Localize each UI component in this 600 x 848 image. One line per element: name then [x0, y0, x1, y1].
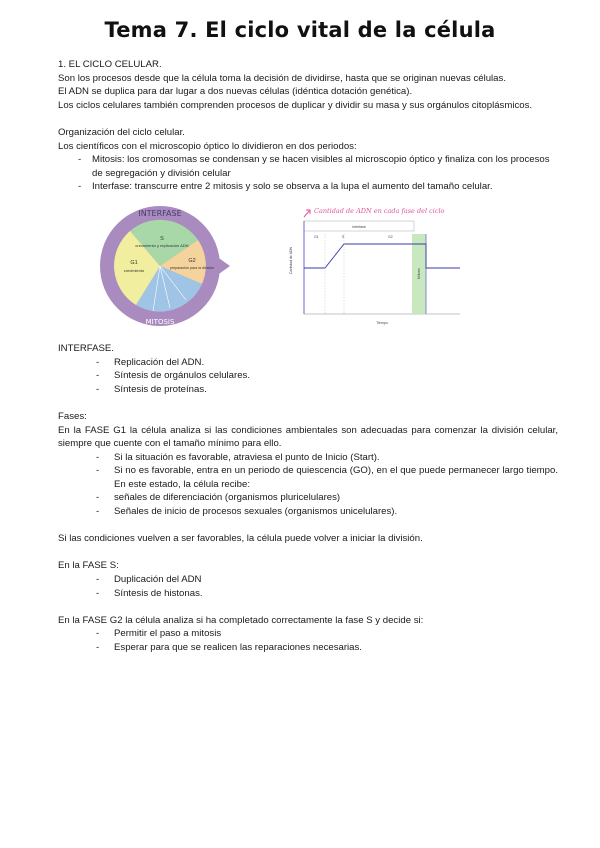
g2-phase-desc: preparación para la división	[170, 265, 214, 270]
graph-annotation: Cantidad de ADN en cada fase del ciclo	[314, 206, 445, 215]
phase-g1-label: G1	[314, 234, 319, 239]
paragraph: En la FASE S:	[58, 560, 119, 572]
paragraph: En la FASE G2 la célula analiza si ha completado correctamente la fase S y decide si:	[58, 614, 424, 626]
list-item: - Si no es favorable, entra en un periodo de quiescencia (GO), en el que puede permanecer largo tiempo. En este estado, la célula recibe:	[58, 464, 558, 491]
list-item: - Interfase: transcurre entre 2 mitosis y solo se observa a la lupa el aumento del tamaño celular.	[58, 180, 558, 194]
paragraph: Son los procesos desde que la célula toma la decisión de dividirse, hasta que se originan nuevas células.	[58, 72, 506, 84]
graph-x-label: Tiempo	[376, 320, 388, 325]
graph-y-label: Cantidad de ADN	[289, 246, 293, 274]
list-item: - Síntesis de histonas.	[58, 587, 558, 601]
period-list	[58, 153, 558, 194]
list-item: - Síntesis de proteínas.	[58, 383, 558, 397]
mitosis-band-label: Mitosis	[417, 268, 421, 279]
g1-list	[58, 451, 558, 519]
s-phase-label: S	[160, 235, 164, 242]
subsection-heading: Organización del ciclo celular.	[58, 126, 185, 138]
list-item: - Permitir el paso a mitosis	[58, 627, 558, 641]
list-item: - Mitosis: los cromosomas se condensan y se hacen visibles al microscopio óptico y finaliza con los procesos de segregación y división celular	[58, 153, 558, 180]
paragraph: El ADN se duplica para dar lugar a dos nuevas células (idéntica dotación genética).	[58, 86, 413, 98]
g1-phase-label: G1	[130, 259, 138, 266]
phase-header-label: Interfase	[352, 224, 366, 229]
paragraph: Si las condiciones vuelven a ser favorables, la célula puede volver a iniciar la división.	[58, 533, 423, 545]
s-list	[58, 573, 558, 600]
paragraph: En la FASE G1 la célula analiza si las condiciones ambientales son adecuadas para comenzar la división celular, siempre que cuente con el tamaño mínimo para ello.	[58, 424, 558, 450]
paragraph: Los ciclos celulares también comprenden procesos de duplicar y dividir su masa y sus orgánulos citoplásmicos.	[58, 99, 533, 111]
g2-list	[58, 627, 558, 654]
mitosis-label: MITOSIS	[145, 317, 175, 326]
document-body	[58, 58, 558, 655]
figures	[58, 204, 558, 334]
cell-cycle-wheel-figure	[98, 204, 268, 329]
dna-content-line	[304, 244, 460, 268]
interfase-label: INTERFASE	[138, 208, 182, 218]
list-item: - Síntesis de orgánulos celulares.	[58, 369, 558, 383]
list-item: - Replicación del ADN.	[58, 356, 558, 370]
interfase-list	[58, 356, 558, 397]
list-item: - Duplicación del ADN	[58, 573, 558, 587]
section-heading: 1. EL CICLO CELULAR.	[58, 59, 162, 70]
phase-s-label: S	[342, 234, 345, 239]
g1-phase-desc: crecimiento	[123, 267, 145, 273]
s-phase-desc: crecimiento y replicación ADN	[135, 242, 189, 248]
phase-g2-label: G2	[388, 234, 393, 239]
list-item: - Señales de inicio de procesos sexuales (organismos unicelulares).	[58, 505, 558, 519]
dna-content-graph-figure	[270, 204, 500, 329]
subsection-heading: Fases:	[58, 410, 87, 422]
paragraph: Los científicos con el microscopio óptico lo dividieron en dos periodos:	[58, 140, 357, 152]
page-title: Tema 7. El ciclo vital de la célula	[104, 18, 496, 42]
list-item: - Esperar para que se realicen las reparaciones necesarias.	[58, 641, 558, 655]
list-item: - Si la situación es favorable, atraviesa el punto de Inicio (Start).	[58, 451, 558, 465]
subsection-heading: INTERFASE.	[58, 342, 114, 354]
g2-phase-label: G2	[188, 257, 196, 264]
list-item: - señales de diferenciación (organismos pluricelulares)	[58, 491, 558, 505]
wheel-arrow-icon	[216, 256, 230, 276]
